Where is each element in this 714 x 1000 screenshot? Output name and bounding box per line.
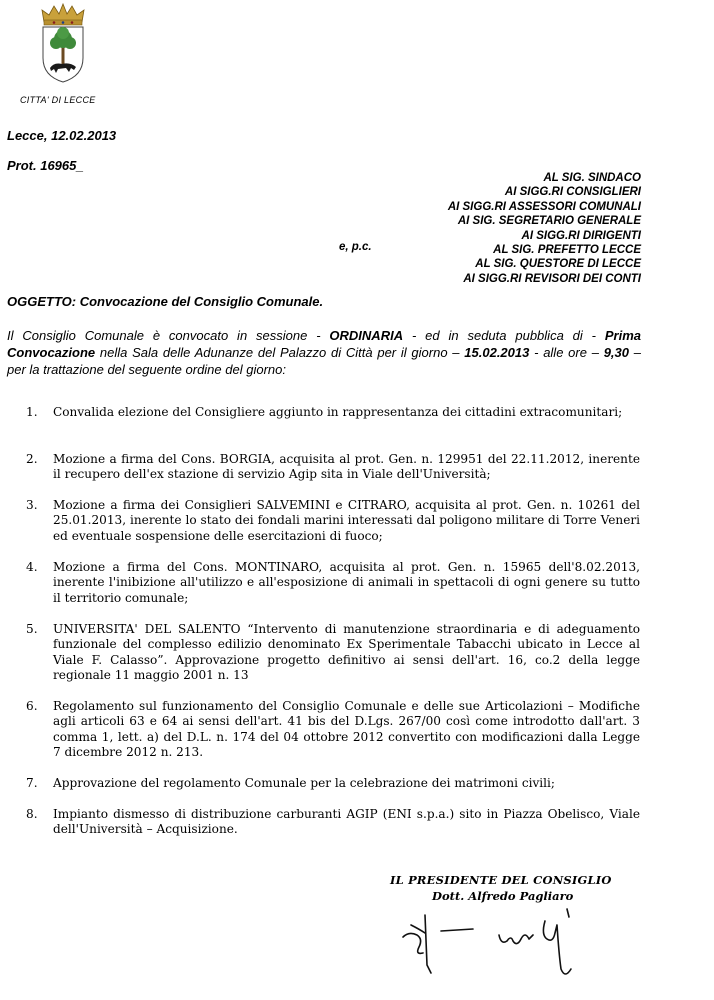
handwritten-signature [395,895,595,975]
recipient: AI SIGG.RI DIRIGENTI [521,229,641,242]
city-label: CITTA' DI LECCE [20,95,96,105]
recipient: AL SIG. QUESTORE DI LECCE [475,258,641,271]
intro-text: - alle ore – [529,345,604,360]
signature-title: IL PRESIDENTE DEL CONSIGLIO [390,873,612,887]
agenda-item-number: 3. [26,498,38,512]
protocol-number: Prot. 16965_ [7,158,84,173]
agenda-item-number: 2. [26,452,38,466]
recipient: AL SIG. SINDACO [543,172,641,184]
intro-text: nella Sala delle Adunanze del Palazzo di Città per il giorno – [95,345,465,360]
session-type: ORDINARIA [329,328,404,343]
intro-text: Il Consiglio Comunale è convocato in sessione - [7,328,330,343]
intro-text: - ed in seduta pubblica di - [403,328,605,343]
agenda-item-text: Regolamento sul funzionamento del Consiglio Comunale e delle sue Articolazioni – Modifiche agli articoli 63 e 64 ai sensi dell'art. 41 bis del D.Lgs. 267/00 così come introdotto dall'art. 3 comma 1, lett. a) del D.L. n. 174 del 04 ottobre 2012 convertito con modificazioni dalla Legge 7 dicembre 2012 n. 213. [53,699,640,760]
agenda-item-text: Convalida elezione del Consigliere aggiunto in rappresentanza dei cittadini extracomunitari; [53,405,623,419]
agenda-item [26,560,640,606]
intro-text: – per la trattazione del seguente ordine del giorno: [7,345,641,377]
agenda-item [26,776,640,791]
agenda-item-number: 7. [26,776,38,790]
agenda-item-number: 6. [26,699,38,713]
agenda-item [26,807,640,838]
date-line: Lecce, 12.02.2013 [7,128,117,143]
agenda-item-number: 5. [26,622,38,636]
agenda-item-number: 1. [26,405,38,419]
per-conoscenza-label: e, p.c. [339,241,372,253]
agenda-item-text: Mozione a firma del Cons. BORGIA, acquisita al prot. Gen. n. 129951 del 22.11.2012, inerente il recupero dell'ex stazione di servizio Agip sita in Viale dell'Università; [53,452,640,482]
convocation-type: Prima Convocazione [7,328,641,360]
subject-line: OGGETTO: Convocazione del Consiglio Comunale. [7,294,324,309]
intro-paragraph [7,327,641,378]
recipient: AI SIGG.RI REVISORI DEI CONTI [463,272,641,285]
meeting-time: 9,30 [603,345,630,360]
agenda-item [26,405,640,420]
agenda-item-number: 4. [26,560,38,574]
agenda-item-text: Mozione a firma del Cons. MONTINARO, acquisita al prot. Gen. n. 15965 dell'8.02.2013, inerente l'inibizione all'utilizzo e all'esposizione di animali in spettacoli di ogni genere su tutto il territorio comunale; [53,560,640,605]
agenda-item-text: Approvazione del regolamento Comunale per la celebrazione dei matrimoni civili; [53,776,555,790]
recipient: AI SIGG.RI CONSIGLIERI [504,186,641,199]
recipient: AI SIG. SEGRETARIO GENERALE [457,215,641,228]
recipient: AL SIG. PREFETTO LECCE [493,244,641,257]
agenda-item-text: Impianto dismesso di distribuzione carburanti AGIP (ENI s.p.a.) sito in Piazza Obelisco, Viale dell'Università – Acquisizione. [53,807,640,837]
agenda-item [26,498,640,544]
agenda-item [26,622,640,684]
agenda-item [26,452,640,483]
recipient: AI SIGG.RI ASSESSORI COMUNALI [447,200,641,213]
agenda-item [26,699,640,761]
agenda-item-text: Mozione a firma dei Consiglieri SALVEMINI e CITRARO, acquisita al prot. Gen. n. 10261 del 25.01.2013, inerente lo stato dei fondali marini interessati dal poligono militare di Torre Veneri ed eventuale sospensione delle esercitazioni di fuoco; [53,498,640,543]
recipients-list [448,171,641,286]
city-crest-icon [38,2,88,84]
agenda-item-number: 8. [26,807,38,821]
agenda-item-text: UNIVERSITA' DEL SALENTO “Intervento di manutenzione straordinaria e di adeguamento funzionale del complesso edilizio denominato Ex Sperimentale Tabacchi ubicato in Lecce al Viale F. Calasso”. Approvazione progetto definitivo ai sensi dell'art. 16, co.2 della legge regionale 11 maggio 2001 n. 13 [53,622,640,683]
meeting-date: 15.02.2013 [464,345,530,360]
signatory-name: Dott. Alfredo Pagliaro [432,889,574,903]
